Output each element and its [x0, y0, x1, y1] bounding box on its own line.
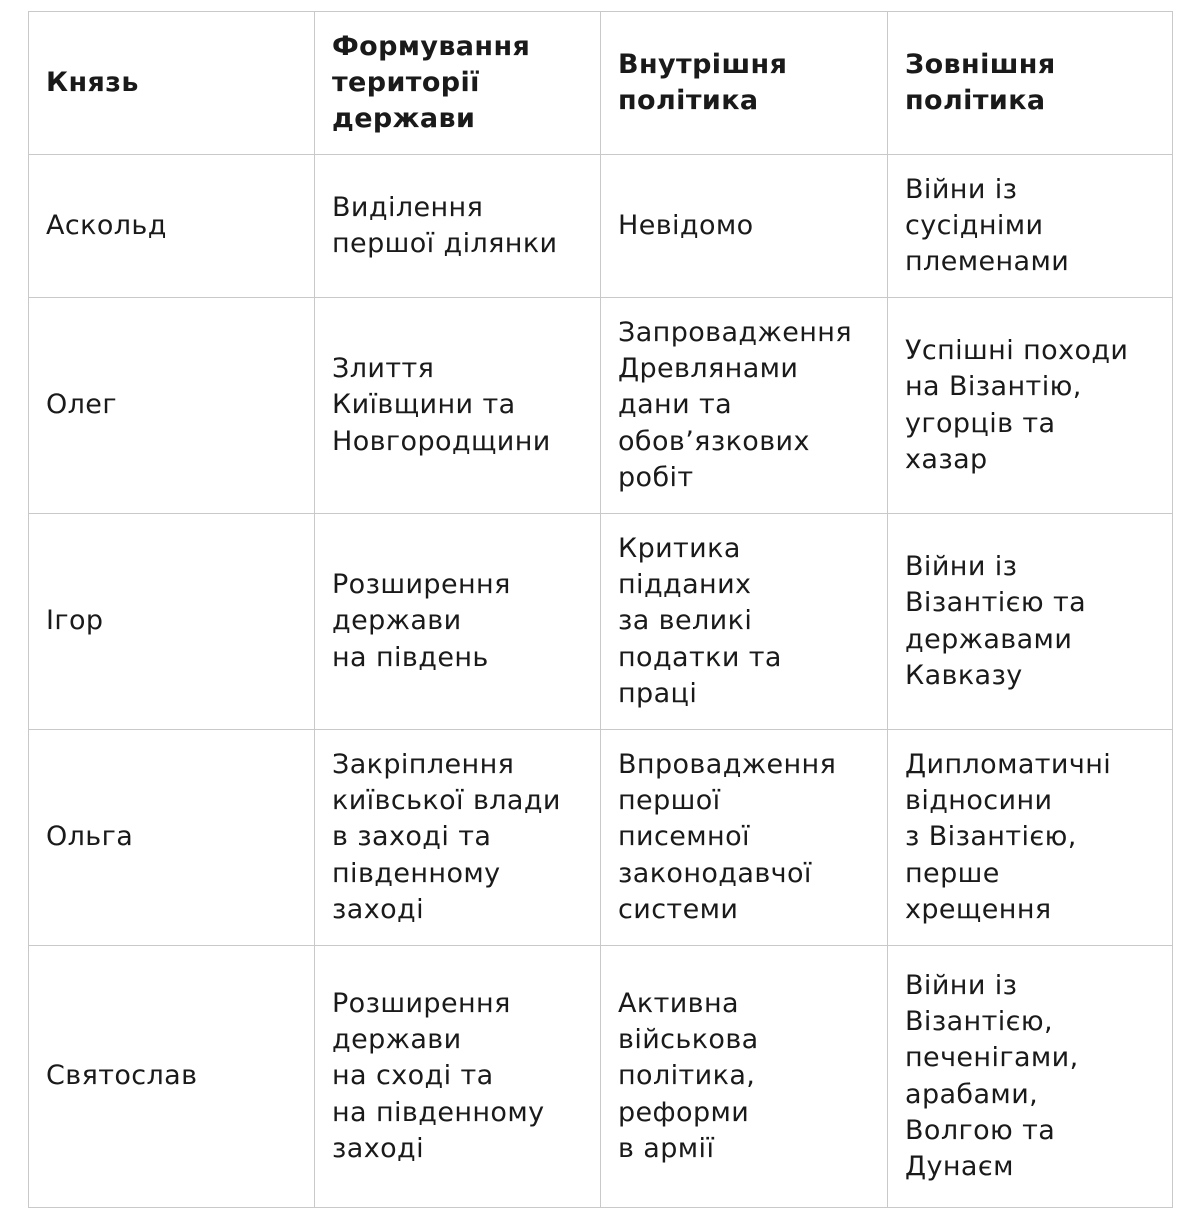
cell-foreign-policy: Війни із Візантією, печенігами, арабами, Волгою та Дунаєм — [888, 946, 1173, 1208]
cell-foreign-policy: Війни із Візантією та державами Кавказу — [888, 514, 1173, 730]
cell-domestic-policy: Впровадження першої писемної законодавчої системи — [601, 730, 888, 946]
cell-prince: Ігор — [29, 514, 315, 730]
cell-domestic-policy: Критика підданих за великі податки та праці — [601, 514, 888, 730]
cell-territory: Розширення держави на сході та на південному заході — [315, 946, 601, 1208]
header-row — [29, 12, 1173, 155]
table-row — [29, 730, 1173, 946]
princes-table — [28, 11, 1173, 1208]
cell-territory: Злиття Київщини та Новгородщини — [315, 298, 601, 514]
cell-foreign-policy: Війни із сусідніми племенами — [888, 155, 1173, 298]
cell-foreign-policy: Дипломатичні відносини з Візантією, перше хрещення — [888, 730, 1173, 946]
cell-prince: Ольга — [29, 730, 315, 946]
header-cell-domestic-policy: Внутрішня політика — [601, 12, 888, 155]
cell-territory: Закріплення київської влади в заході та південному заході — [315, 730, 601, 946]
table-row — [29, 946, 1173, 1208]
table-row — [29, 155, 1173, 298]
table-row — [29, 298, 1173, 514]
cell-prince: Олег — [29, 298, 315, 514]
cell-domestic-policy: Запровадження Древлянами дани та обов’язкових робіт — [601, 298, 888, 514]
cell-domestic-policy: Невідомо — [601, 155, 888, 298]
cell-prince: Святослав — [29, 946, 315, 1208]
cell-territory: Розширення держави на південь — [315, 514, 601, 730]
header-cell-prince: Князь — [29, 12, 315, 155]
table-row — [29, 514, 1173, 730]
cell-prince: Аскольд — [29, 155, 315, 298]
cell-territory: Виділення першої ділянки — [315, 155, 601, 298]
cell-foreign-policy: Успішні походи на Візантію, угорців та хазар — [888, 298, 1173, 514]
cell-domestic-policy: Активна військова політика, реформи в армії — [601, 946, 888, 1208]
header-cell-foreign-policy: Зовнішня політика — [888, 12, 1173, 155]
header-cell-territory: Формування території держави — [315, 12, 601, 155]
